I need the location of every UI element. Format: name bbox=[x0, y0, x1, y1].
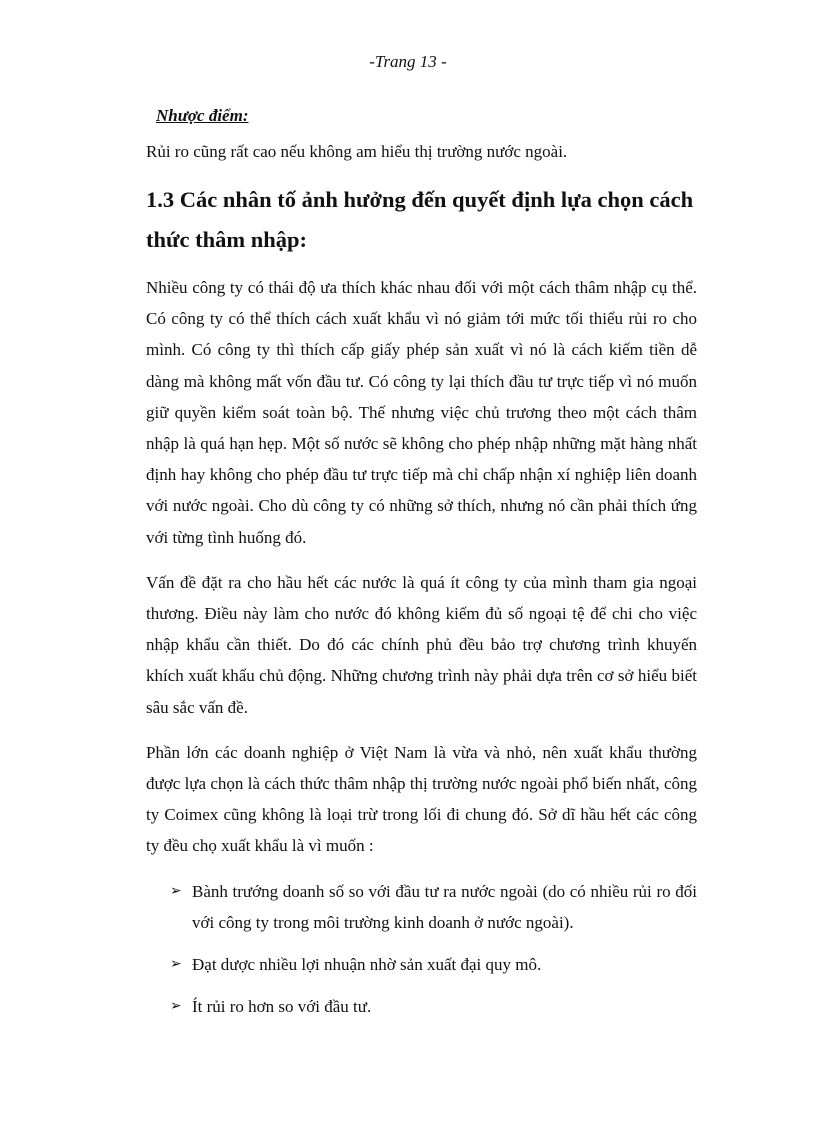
list-item bbox=[170, 949, 697, 980]
list-item-text: Bành trướng doanh số so với đầu tư ra nước ngoài (do có nhiều rủi ro đối với công ty trong môi trường kinh doanh ở nước ngoài). bbox=[192, 881, 697, 932]
paragraph-3: Phần lớn các doanh nghiệp ở Việt Nam là vừa và nhỏ, nên xuất khẩu thường được lựa chọn là cách thức thâm nhập thị trường nước ngoài phổ biến nhất, công ty Coimex cũng không là loại trừ trong lối đi chung đó. Sở dĩ hầu hết các công ty đều chọ xuất khẩu là vì muốn : bbox=[146, 742, 697, 856]
paragraph-2: Vấn đề đặt ra cho hầu hết các nước là quá ít công ty của mình tham gia ngoại thương. Điều này làm cho nước đó không kiếm đủ số ngoại tệ để chi cho việc nhập khẩu cần thiết. Do đó các chính phủ đều bảo trợ chương trình khuyến khích xuất khẩu chủ động. Những chương trình này phải dựa trên cơ sở hiểu biết sâu sắc vấn đề. bbox=[146, 572, 697, 717]
list-item-text: Ít rủi ro hơn so với đầu tư. bbox=[192, 996, 372, 1016]
paragraph-1: Nhiều công ty có thái độ ưa thích khác nhau đối với một cách thâm nhập cụ thể. Có công ty có thể thích cách xuất khẩu vì nó giảm tới mức tối thiểu rủi ro cho mình. Có công ty thì thích cấp giấy phép sản xuất vì nó là cách kiếm tiền dễ dàng mà không mất vốn đầu tư. Có công ty lại thích đầu tư trực tiếp vì nó muốn giữ quyền kiểm soát toàn bộ. Thế nhưng việc chủ trương theo một cách thâm nhập là quá hạn hẹp. Một số nước sẽ không cho phép nhập những mặt hàng nhất định hay không cho phép đầu tư trực tiếp mà chỉ chấp nhận xí nghiệp liên doanh với nước ngoài. Cho dù công ty có những sở thích, nhưng nó cần phải thích ứng với từng tình huống đó. bbox=[146, 278, 697, 547]
list-item-text: Đạt dược nhiều lợi nhuận nhờ sản xuất đại quy mô. bbox=[192, 954, 542, 974]
section-heading: 1.3 Các nhân tố ảnh hưởng đến quyết định lựa chọn cách thức thâm nhập: bbox=[146, 187, 694, 252]
disadvantage-text: Rủi ro cũng rất cao nếu không am hiểu thị trường nước ngoài. bbox=[146, 142, 568, 161]
disadvantage-title: Nhược điểm: bbox=[156, 106, 249, 125]
arrow-bullet-icon: ➢ bbox=[170, 955, 182, 972]
document-body bbox=[146, 100, 697, 1033]
reasons-list bbox=[170, 876, 697, 1022]
page-number-header: -Trang 13 - bbox=[369, 52, 447, 71]
arrow-bullet-icon: ➢ bbox=[170, 882, 182, 899]
list-item bbox=[170, 991, 697, 1022]
list-item bbox=[170, 876, 697, 938]
arrow-bullet-icon: ➢ bbox=[170, 997, 182, 1014]
